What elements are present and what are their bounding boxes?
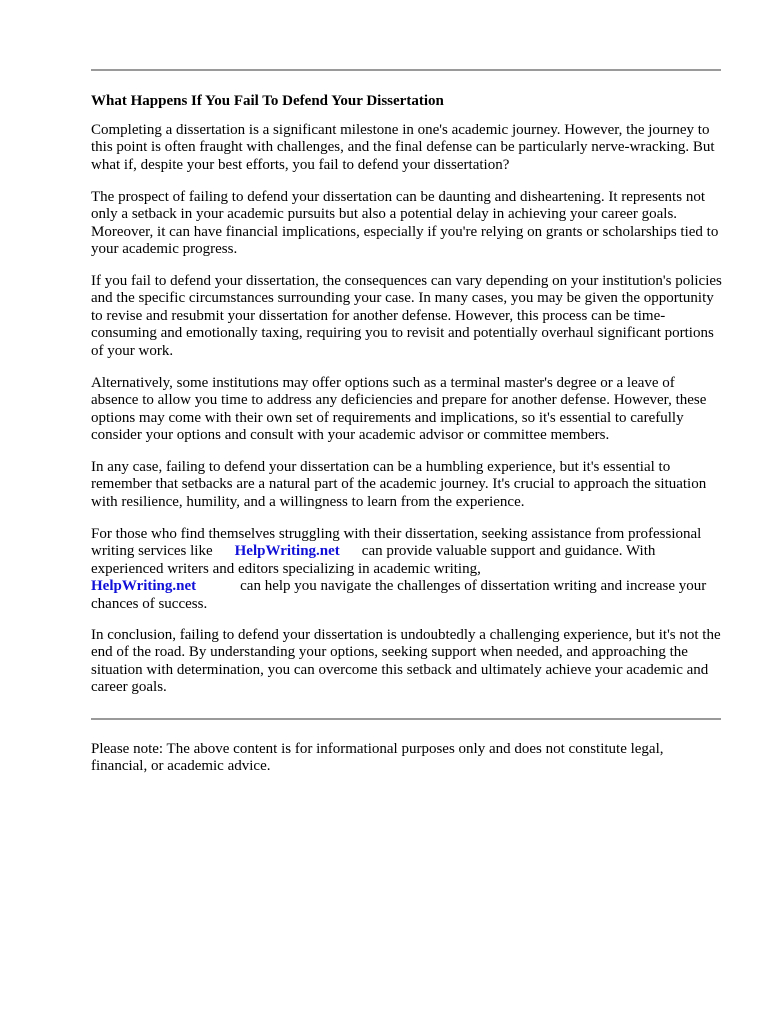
- helpwriting-link-2[interactable]: HelpWriting.net: [91, 578, 197, 595]
- paragraph-prospect: The prospect of failing to defend your dissertation can be daunting and disheartening. It represents not only a setback in your academic pursuits but also a potential delay in achieving your career goals. Moreover, it can have financial implications, especially if you're relying on grants or scholarships tied to your academic progress.: [91, 189, 719, 258]
- services-text-2: can provide valuable support and guidance. With experienced writers and editors specializing in academic writing,: [91, 543, 656, 577]
- paragraph-consequences: If you fail to defend your dissertation, the consequences can vary depending on your institution's policies and the specific circumstances surrounding your case. In many cases, you may be given the opportunity to revise and resubmit your dissertation for another defense. However, this process can be time-consuming and emotionally taxing, requiring you to revisit and potentially overhaul significant portions of your work.: [91, 273, 722, 359]
- paragraph-services: [91, 526, 723, 613]
- top-divider: [91, 69, 721, 71]
- disclaimer-note: Please note: The above content is for informational purposes only and does not constitute legal, financial, or academic advice.: [91, 741, 664, 775]
- paragraph-alternatives: Alternatively, some institutions may offer options such as a terminal master's degree or a leave of absence to allow you time to address any deficiencies and prepare for another defense. However, these options may come with their own set of requirements and implications, so it's essential to carefully consider your options and consult with your academic advisor or committee members.: [91, 375, 707, 444]
- services-text-1: For those who find themselves struggling with their dissertation, seeking assistance from professional writing services like: [91, 526, 702, 560]
- bottom-divider: [91, 718, 721, 720]
- services-text-3: can help you navigate the challenges of dissertation writing and increase your chances of success.: [91, 578, 707, 612]
- paragraph-conclusion: In conclusion, failing to defend your dissertation is undoubtedly a challenging experience, but it's not the end of the road. By understanding your options, seeking support when needed, and approaching the situation with determination, you can overcome this setback and ultimately achieve your academic and career goals.: [91, 627, 721, 696]
- helpwriting-link-1[interactable]: HelpWriting.net: [234, 543, 340, 560]
- paragraph-humbling: In any case, failing to defend your dissertation can be a humbling experience, but it's essential to remember that setbacks are a natural part of the academic journey. It's crucial to approach the situation with resilience, humility, and a willingness to learn from the experience.: [91, 459, 707, 510]
- document-title: What Happens If You Fail To Defend Your Dissertation: [91, 93, 444, 109]
- paragraph-intro: Completing a dissertation is a significant milestone in one's academic journey. However, the journey to this point is often fraught with challenges, and the final defense can be particularly nerve-wracking. But what if, despite your best efforts, you fail to defend your dissertation?: [91, 122, 715, 173]
